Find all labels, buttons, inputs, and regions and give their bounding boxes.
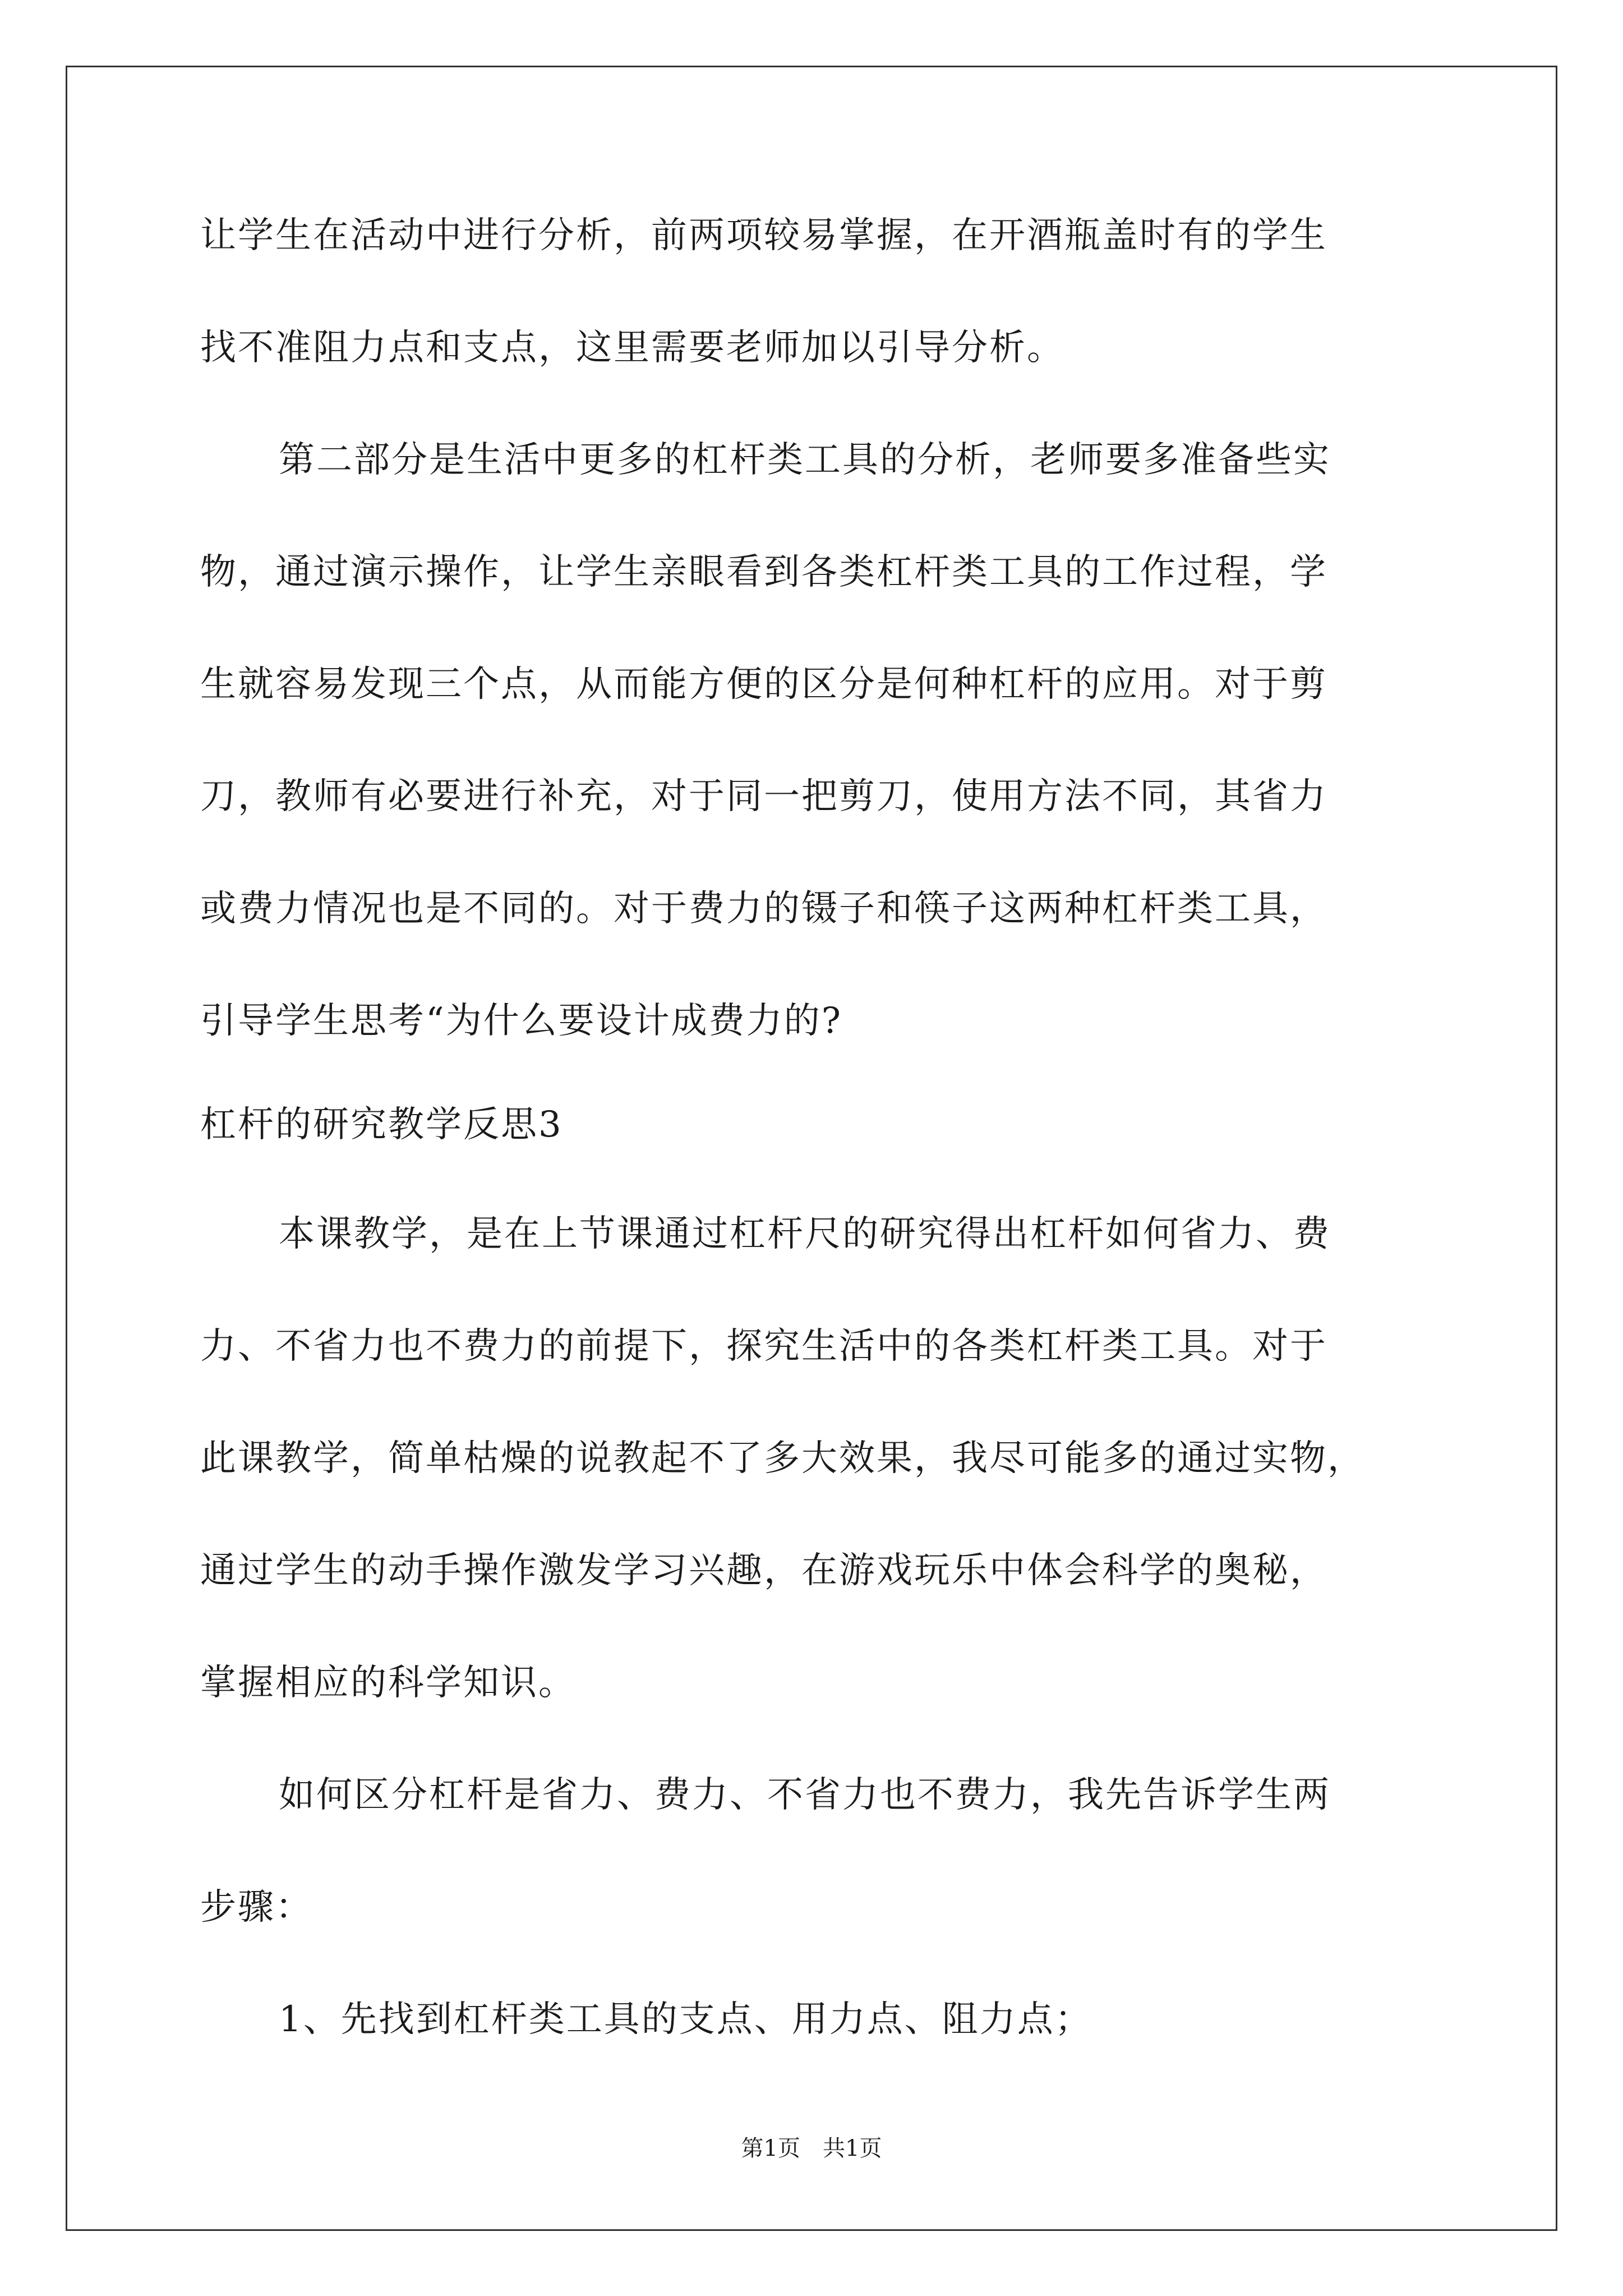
paragraph-line: 第二部分是生活中更多的杠杆类工具的分析，老师要多准备些实 — [279, 439, 1331, 481]
paragraph-line: 物，通过演示操作，让学生亲眼看到各类杠杆类工具的工作过程，学 — [200, 551, 1327, 593]
paragraph-line: 刀，教师有必要进行补充，对于同一把剪刀，使用方法不同，其省力 — [200, 776, 1327, 817]
paragraph-line: 步骤： — [200, 1887, 313, 1928]
paragraph-line: 力、不省力也不费力的前提下，探究生活中的各类杠杆类工具。对于 — [200, 1326, 1327, 1367]
paragraph-line: 本课教学，是在上节课通过杠杆尺的研究得出杠杆如何省力、费 — [279, 1213, 1331, 1255]
paragraph-line: 通过学生的动手操作激发学习兴趣，在游戏玩乐中体会科学的奥秘， — [200, 1550, 1327, 1591]
paragraph-line: 或费力情况也是不同的。对于费力的镊子和筷子这两种杠杆类工具， — [200, 888, 1327, 930]
paragraph-line: 此课教学，简单枯燥的说教起不了多大效果，我尽可能多的通过实物， — [200, 1438, 1365, 1479]
paragraph-line: 如何区分杠杆是省力、费力、不省力也不费力，我先告诉学生两 — [279, 1774, 1331, 1816]
paragraph-line: 找不准阻力点和支点，这里需要老师加以引导分析。 — [200, 327, 1064, 369]
paragraph-line: 掌握相应的科学知识。 — [200, 1662, 576, 1704]
paragraph-line: 生就容易发现三个点，从而能方便的区分是何种杠杆的应用。对于剪 — [200, 664, 1327, 705]
paragraph-line: 让学生在活动中进行分析，前两项较易掌握，在开酒瓶盖时有的学生 — [200, 215, 1327, 256]
page-footer: 第1页 共1页 — [741, 2136, 882, 2161]
section-heading: 杠杆的研究教学反思3 — [200, 1104, 563, 1145]
list-item: 1、先找到杠杆类工具的支点、用力点、阻力点； — [279, 1999, 1092, 2040]
paragraph-line: 引导学生思考“为什么要设计成费力的? — [200, 1000, 843, 1042]
